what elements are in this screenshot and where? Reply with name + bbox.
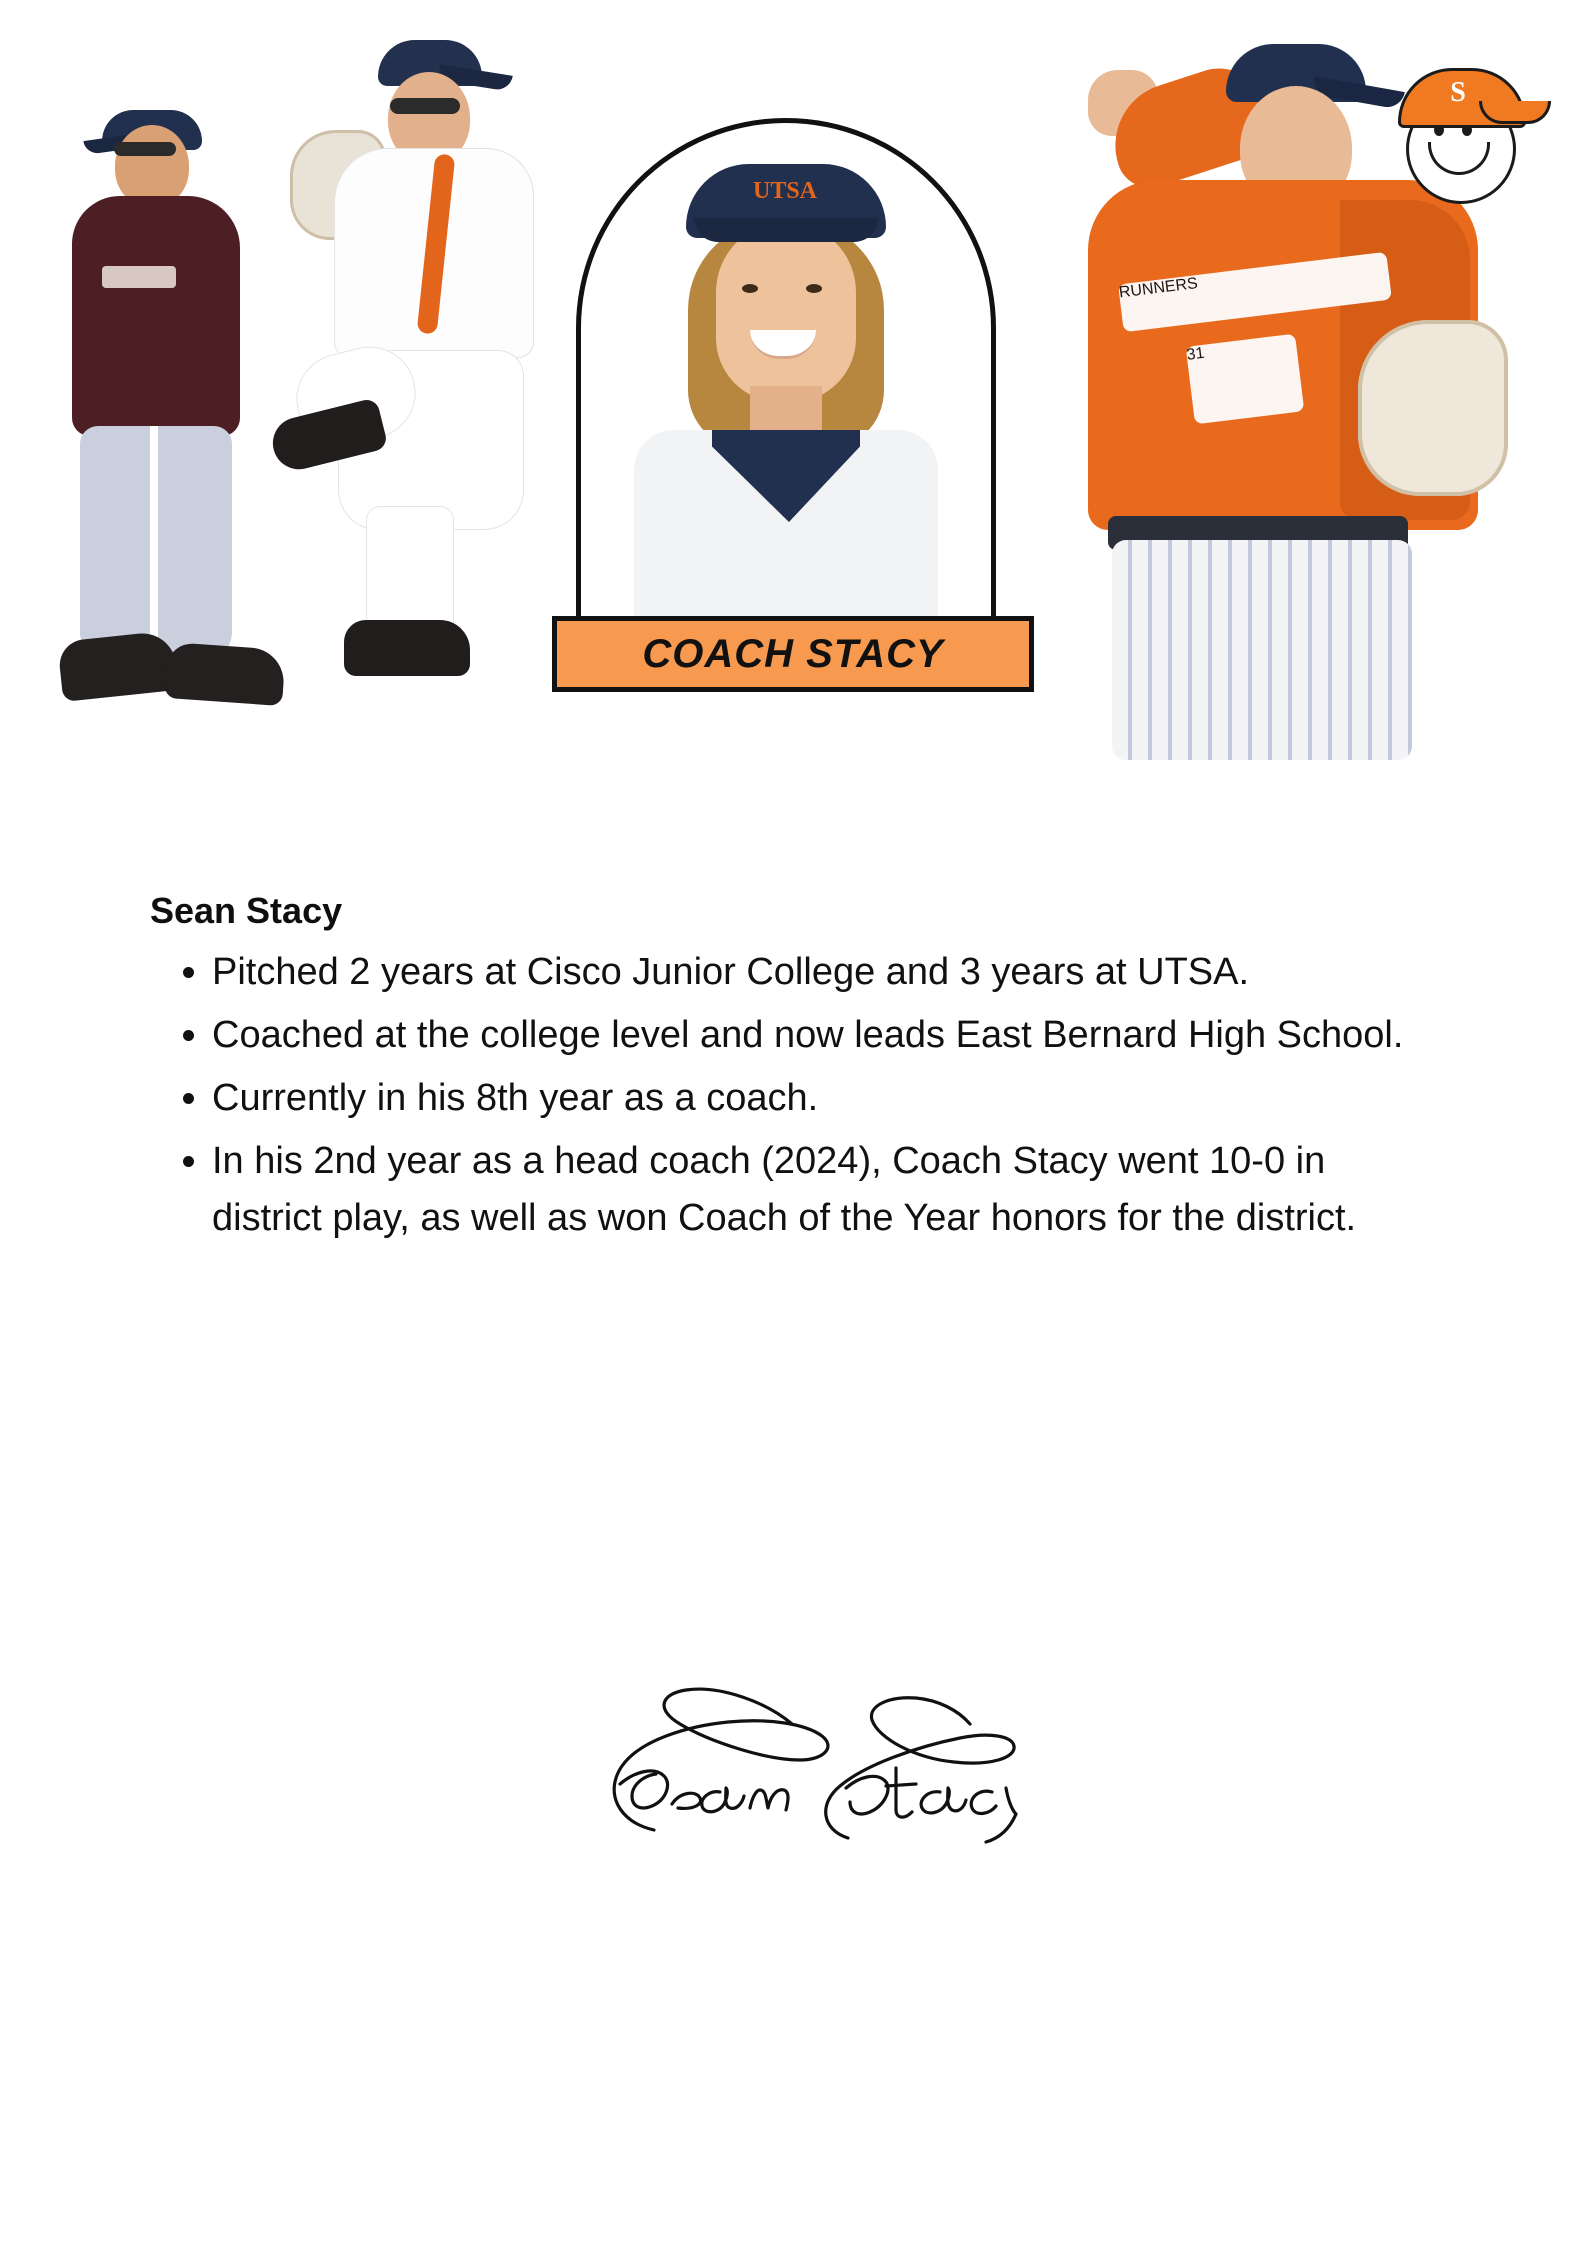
coach-nameplate-label: COACH STACY: [642, 631, 944, 676]
list-item: • Currently in his 8th year as a coach.: [212, 1070, 1442, 1127]
shoe-right: [164, 642, 286, 706]
chest-logo: [102, 266, 176, 288]
pants-shape: [80, 426, 232, 662]
baseball-glove-icon: [1358, 320, 1508, 496]
hero-photo-collage: [0, 0, 1591, 790]
list-item: • In his 2nd year as a head coach (2024), Coach Stacy went 10-0 in district play, as well as won Coach of the Year honors for the district.: [212, 1133, 1442, 1247]
portrait-cap-logo: UTSA: [752, 178, 818, 204]
pitcher-white-uniform-photo: [280, 20, 600, 720]
arch-outline: [576, 118, 996, 678]
sunglasses-icon: [114, 142, 176, 156]
bio-bullet-list: [150, 944, 1470, 1247]
planted-leg: [366, 506, 454, 636]
sean-stacy-signature: [560, 1680, 1040, 1870]
head-shape: [115, 125, 189, 207]
coach-name-heading: Sean Stacy: [150, 890, 343, 931]
list-item: • Coached at the college level and now leads East Bernard High School.: [212, 1007, 1442, 1064]
shoe-left: [57, 630, 179, 702]
shoe-planted: [344, 620, 470, 676]
pullover-shape: [72, 196, 240, 436]
sunglasses-icon: [390, 98, 460, 114]
pinstripe-pants-shape: [1112, 540, 1412, 760]
list-item: • Pitched 2 years at Cisco Junior College and 3 years at UTSA.: [212, 944, 1442, 1001]
roadrunners-mascot-logo: [1390, 60, 1530, 200]
coach-walking-photo: [30, 70, 280, 700]
bio-section: [150, 890, 1470, 1253]
coach-nameplate: [552, 616, 1034, 692]
jersey-number: 31: [1186, 334, 1305, 425]
mascot-cap-letter: S: [1450, 77, 1466, 108]
jersey-team-text: RUNNERS: [1118, 252, 1392, 333]
portrait-frame: [576, 118, 996, 678]
